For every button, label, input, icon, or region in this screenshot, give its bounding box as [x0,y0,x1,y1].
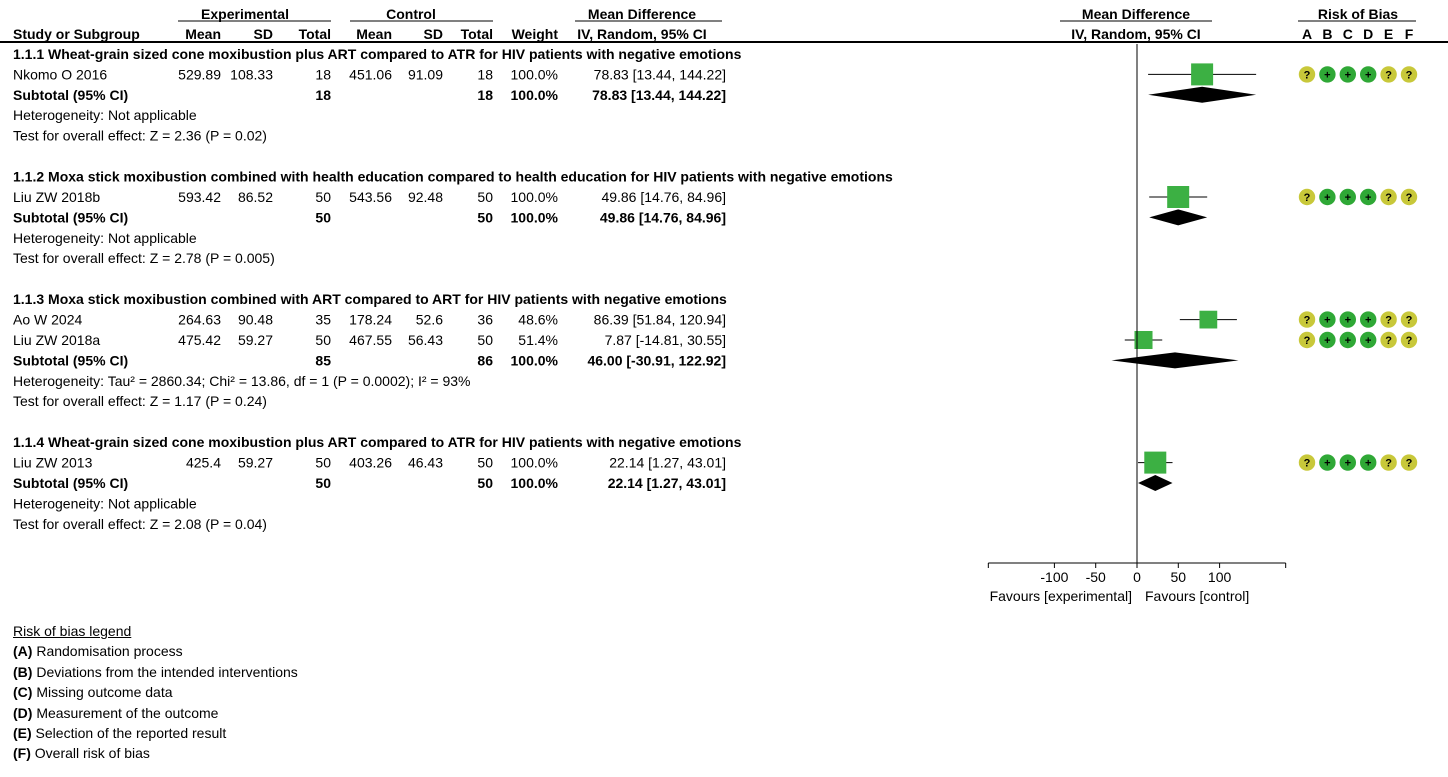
subtotal-diamond [1111,352,1238,368]
ctl-sd: 46.43 [407,454,443,471]
subtotal-exp-total: 50 [315,475,331,491]
header-ctl-sd: SD [423,26,443,42]
rob-symbol: + [1324,335,1331,347]
subtotal-diamond [1148,87,1256,103]
weight: 100.0% [510,66,558,83]
exp-sd: 59.27 [237,332,273,348]
x-tick-label: 50 [1170,569,1187,585]
exp-mean: 425.4 [185,454,221,471]
effect-square [1191,63,1213,85]
subtotal-label: Subtotal (95% CI) [13,352,129,369]
subgroup-title: 1.1.4 Wheat-grain sized cone moxibustion plus ART compared to ATR for HIV patients with negative emotions [13,434,742,451]
exp-total: 50 [315,189,331,205]
header-mean-difference-plot: Mean Difference [1081,6,1191,22]
rob-letter-c: C [1342,26,1353,42]
subtotal-ctl-total: 86 [477,352,493,369]
subgroup-title: 1.1.2 Moxa stick moxibustion combined with health education compared to health education for HIV patients with negative emotions [13,168,893,185]
x-tick-label: 100 [1207,569,1232,585]
ctl-total: 50 [477,189,493,205]
exp-total: 18 [315,66,331,83]
overall-effect: Test for overall effect: Z = 1.17 (P = 0.24) [13,393,267,410]
legend-text: Overall risk of bias [30,745,150,762]
effect-square [1167,186,1189,208]
study-name: Liu ZW 2018b [13,189,101,205]
study-name: Liu ZW 2013 [13,454,93,471]
rob-symbol: ? [1385,335,1392,347]
legend-item [13,723,298,743]
rob-symbol: ? [1385,314,1392,327]
weight: 100.0% [510,189,558,205]
weight: 51.4% [518,332,558,348]
study-name: Liu ZW 2018a [13,332,101,348]
subtotal-exp-total: 85 [315,352,331,369]
rob-symbol: ? [1303,457,1311,470]
study-name: Nkomo O 2016 [13,66,108,83]
overall-effect: Test for overall effect: Z = 2.36 (P = 0.02) [13,127,267,144]
legend-text: Randomisation process [32,643,183,660]
ctl-mean: 543.56 [349,189,392,205]
rob-symbol: ? [1405,192,1413,204]
exp-sd: 86.52 [237,189,273,205]
header-risk-of-bias: Risk of Bias [1317,6,1399,22]
rob-symbol: + [1344,457,1352,470]
ctl-total: 50 [477,454,493,471]
risk-of-bias-legend [13,621,298,764]
subtotal-md-ci: 49.86 [14.76, 84.96] [599,209,726,226]
exp-total: 50 [315,332,331,348]
legend-item [13,662,298,682]
subtotal-diamond [1138,475,1172,491]
legend-code: (D) [13,704,33,721]
subgroup-title: 1.1.3 Moxa stick moxibustion combined with ART compared to ART for HIV patients with negative emotions [13,291,727,308]
header-study-or-subgroup: Study or Subgroup [13,26,140,42]
rob-symbol: ? [1385,192,1392,204]
rob-symbol: + [1324,457,1331,470]
legend-text: Deviations from the intended interventions [32,663,298,680]
md-ci: 49.86 [14.76, 84.96] [601,189,726,205]
rob-symbol: + [1344,192,1352,204]
header-exp-sd: SD [253,26,273,42]
legend-code: (C) [13,684,33,701]
ctl-total: 36 [477,311,493,328]
rob-symbol: ? [1303,335,1311,347]
heterogeneity: Heterogeneity: Not applicable [13,495,197,512]
header-ctl-total: Total [460,26,493,42]
subtotal-exp-total: 18 [315,86,331,103]
exp-mean: 475.42 [178,332,221,348]
subtotal-md-ci: 78.83 [13.44, 144.22] [592,86,726,103]
subtotal-label: Subtotal (95% CI) [13,209,129,226]
ctl-sd: 91.09 [407,66,443,83]
study-name: Ao W 2024 [13,311,83,328]
ctl-total: 50 [477,332,493,348]
ctl-sd: 56.43 [407,332,443,348]
rob-symbol: ? [1303,192,1311,204]
md-ci: 7.87 [-14.81, 30.55] [604,332,726,348]
ctl-sd: 52.6 [415,311,443,328]
weight: 48.6% [518,311,558,328]
subtotal-ctl-total: 50 [477,475,493,491]
header-ctl-mean: Mean [356,26,392,42]
rob-letter-d: D [1363,26,1374,42]
heterogeneity: Heterogeneity: Not applicable [13,229,197,246]
legend-item [13,703,298,723]
rob-symbol: ? [1405,314,1413,327]
rob-symbol: + [1364,457,1372,470]
legend-text: Selection of the reported result [31,725,227,742]
header-exp-mean: Mean [185,26,221,42]
rob-letter-a: A [1301,26,1313,42]
legend-items [13,641,298,763]
rob-symbol: + [1344,69,1352,82]
rob-symbol: ? [1405,335,1413,347]
rob-symbol: + [1364,192,1372,204]
md-ci: 86.39 [51.84, 120.94] [593,311,726,328]
overall-effect: Test for overall effect: Z = 2.78 (P = 0.005) [13,250,275,267]
rob-symbol: ? [1303,314,1311,327]
subtotal-weight: 100.0% [510,86,558,103]
plot-area [1111,44,1256,563]
rob-symbol: ? [1385,69,1392,82]
rob-symbol: + [1344,314,1352,327]
risk-of-bias-panel [1299,66,1417,471]
subtotal-ctl-total: 18 [477,86,493,103]
subtotal-md-ci: 46.00 [-30.91, 122.92] [587,352,726,369]
exp-sd: 90.48 [237,311,273,328]
rob-symbol: + [1324,314,1331,327]
overall-effect: Test for overall effect: Z = 2.08 (P = 0.04) [13,515,267,532]
legend-text: Missing outcome data [32,684,173,701]
rob-symbol: ? [1405,69,1413,82]
subtotal-label: Subtotal (95% CI) [13,86,129,103]
subtotal-weight: 100.0% [510,475,558,491]
ctl-mean: 467.55 [349,332,392,348]
header-exp-total: Total [298,26,331,42]
effect-square [1144,452,1166,474]
rob-symbol: + [1324,69,1331,82]
favours-control: Favours [control] [1145,588,1250,604]
rob-symbol: ? [1405,457,1413,470]
legend-code: (F) [13,745,31,762]
effect-square [1199,311,1217,329]
legend-code: (B) [13,663,33,680]
ctl-mean: 178.24 [349,311,392,328]
md-ci: 22.14 [1.27, 43.01] [609,454,726,471]
subtotal-label: Subtotal (95% CI) [13,475,129,491]
header-md-ci: IV, Random, 95% CI [577,26,707,42]
subtotal-exp-total: 50 [315,209,331,226]
x-axis [988,563,1285,604]
x-tick-label: -100 [1040,569,1069,585]
exp-total: 50 [315,454,331,471]
exp-mean: 529.89 [178,66,221,83]
legend-item [13,682,298,702]
heterogeneity: Heterogeneity: Tau² = 2860.34; Chi² = 13.86, df = 1 (P = 0.0002); I² = 93% [13,372,471,389]
exp-sd: 108.33 [230,66,273,83]
legend-code: (A) [13,643,33,660]
header-mean-difference: Mean Difference [587,6,697,22]
rob-symbol: ? [1385,457,1392,470]
ctl-sd: 92.48 [407,189,443,205]
header-control: Control [386,6,436,22]
ctl-mean: 451.06 [349,66,392,83]
subtotal-weight: 100.0% [510,209,558,226]
subtotal-ctl-total: 50 [477,209,493,226]
legend-text: Measurement of the outcome [32,704,219,721]
weight: 100.0% [510,454,558,471]
rob-letter-e: E [1383,26,1394,42]
x-tick-label: -50 [1085,569,1106,585]
rob-domain-letters [1302,26,1414,42]
header-experimental: Experimental [201,6,289,22]
rob-symbol: + [1364,335,1372,347]
rob-letter-f: F [1404,26,1414,42]
header-weight: Weight [511,26,558,42]
ctl-mean: 403.26 [349,454,392,471]
subtotal-md-ci: 22.14 [1.27, 43.01] [607,475,726,491]
subtotal-diamond [1149,209,1207,225]
rob-symbol: + [1364,69,1372,82]
subtotal-weight: 100.0% [510,352,558,369]
exp-mean: 593.42 [178,189,221,205]
favours-experimental: Favours [experimental] [989,588,1132,604]
legend-item [13,743,298,763]
rob-symbol: + [1364,314,1372,327]
md-ci: 78.83 [13.44, 144.22] [593,66,726,83]
exp-total: 35 [315,311,331,328]
rob-symbol: + [1324,192,1331,204]
legend-code: (E) [13,725,32,742]
header-md-ci-plot: IV, Random, 95% CI [1071,26,1201,42]
exp-mean: 264.63 [178,311,221,328]
table-rows [13,46,893,532]
legend-title: Risk of bias legend [13,623,132,639]
rob-symbol: ? [1303,69,1311,82]
rob-letter-b: B [1322,26,1333,42]
legend-item [13,641,298,661]
rob-symbol: + [1344,335,1352,347]
ctl-total: 18 [477,66,493,83]
subgroup-title: 1.1.1 Wheat-grain sized cone moxibustion plus ART compared to ATR for HIV patients with negative emotions [13,46,742,62]
heterogeneity: Heterogeneity: Not applicable [13,107,197,124]
x-tick-label: 0 [1133,569,1141,585]
exp-sd: 59.27 [237,454,273,471]
